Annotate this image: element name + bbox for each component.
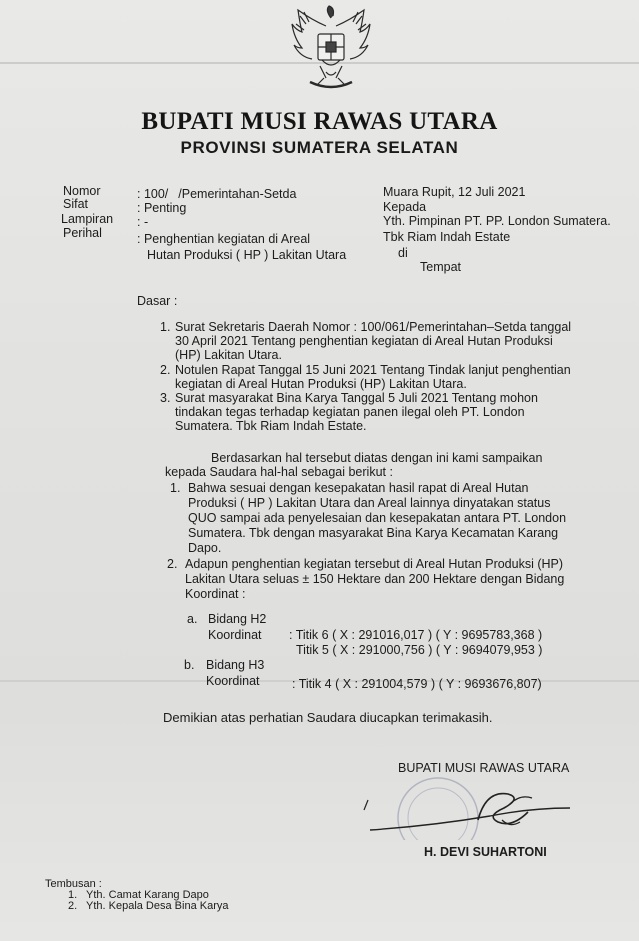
perihal-value-cont: Hutan Produksi ( HP ) Lakitan Utara	[147, 248, 347, 262]
body-point-line: Dapo.	[188, 541, 222, 555]
kepada-label: Kepada	[383, 200, 427, 214]
dasar-item-line: 30 April 2021 Tentang penghentian kegiatan di Areal Hutan Produksi	[175, 334, 553, 348]
body-point-line: Sumatera. Tbk dengan masyarakat Bina Karya Kecamatan Karang	[188, 526, 559, 540]
dasar-item-line: kegiatan di Areal Hutan Produksi (HP) Lakitan Utara.	[175, 377, 467, 391]
letter-date: Muara Rupit, 12 Juli 2021	[383, 185, 526, 199]
sifat-value: : Penting	[137, 201, 187, 215]
nomor-label: Nomor	[63, 184, 101, 198]
dasar-item-line: Sumatera. Tbk Riam Indah Estate.	[175, 419, 367, 433]
di-label: di	[398, 246, 408, 260]
dasar-heading: Dasar :	[137, 294, 178, 308]
tembusan-item-number: 1.	[68, 889, 78, 901]
tembusan-item: Yth. Camat Karang Dapo	[86, 889, 209, 901]
body-point-line: Koordinat :	[185, 587, 246, 601]
garuda-emblem-icon	[286, 4, 376, 96]
body-point-line: Lakitan Utara seluas ± 150 Hektare dan 200 Hektare dengan Bidang	[185, 572, 565, 586]
tembusan-heading: Tembusan :	[45, 878, 102, 890]
body-intro-cont: kepada Saudara hal-hal sebagai berikut :	[165, 465, 393, 479]
dasar-item-line: Surat masyarakat Bina Karya Tanggal 5 Juli 2021 Tentang mohon	[175, 391, 538, 405]
body-intro: Berdasarkan hal tersebut diatas dengan ini kami sampaikan	[211, 451, 543, 465]
body-point-number: 2.	[167, 557, 178, 571]
bidang-name: Bidang H2	[208, 612, 267, 626]
koordinat-label: Koordinat	[206, 674, 260, 688]
titik-line: Titik 5 ( X : 291000,756 ) ( Y : 9694079,953 )	[296, 643, 543, 657]
tembusan-item-number: 2.	[68, 900, 78, 912]
body-point-line: QUO sampai ada penyelesaian dan kesepakatan antara PT. London	[188, 511, 567, 525]
dasar-item-line: Surat Sekretaris Daerah Nomor : 100/061/Pemerintahan–Setda tanggal	[175, 320, 572, 334]
perihal-value: : Penghentian kegiatan di Areal	[137, 232, 311, 246]
closing-text: Demikian atas perhatian Saudara diucapkan terimakasih.	[163, 710, 493, 725]
bidang-name: Bidang H3	[206, 658, 265, 672]
body-point-line: Adapun penghentian kegiatan tersebut di Areal Hutan Produksi (HP)	[185, 557, 564, 571]
bidang-label: a.	[187, 612, 198, 626]
dasar-item-number: 1.	[160, 320, 171, 334]
titik-line: : Titik 6 ( X : 291016,017 ) ( Y : 9695783,368 )	[289, 628, 543, 642]
recipient-line-2: Tbk Riam Indah Estate	[383, 230, 511, 244]
body-point-number: 1.	[170, 481, 181, 495]
signatory-name: H. DEVI SUHARTONI	[424, 845, 547, 859]
dasar-item-line: (HP) Lakitan Utara.	[175, 348, 282, 362]
dasar-item-number: 2.	[160, 363, 171, 377]
body-point-line: Bahwa sesuai dengan kesepakatan hasil rapat di Areal Hutan	[188, 481, 529, 495]
dasar-item-line: Notulen Rapat Tanggal 15 Juni 2021 Tentang Tindak lanjut penghentian	[175, 363, 571, 377]
lampiran-value: : -	[137, 215, 149, 229]
lampiran-label: Lampiran	[61, 212, 114, 226]
perihal-label: Perihal	[63, 226, 102, 240]
tempat-label: Tempat	[420, 260, 461, 274]
sifat-label: Sifat	[63, 197, 89, 211]
dasar-item-number: 3.	[160, 391, 171, 405]
bidang-label: b.	[184, 658, 195, 672]
recipient-line-1: Yth. Pimpinan PT. PP. London Sumatera.	[383, 214, 611, 228]
koordinat-label: Koordinat	[208, 628, 262, 642]
body-point-line: Produksi ( HP ) Lakitan Utara dan Areal lainnya dinyatakan status	[188, 496, 551, 510]
titik-line: : Titik 4 ( X : 291004,579 ) ( Y : 9693676,807)	[292, 677, 542, 691]
letter-subtitle: PROVINSI SUMATERA SELATAN	[180, 138, 459, 157]
letter-title: BUPATI MUSI RAWAS UTARA	[141, 108, 498, 135]
signature-icon	[360, 780, 590, 850]
signature-office: BUPATI MUSI RAWAS UTARA	[398, 761, 570, 775]
dasar-item-line: tindakan tegas terhadap kegiatan panen ilegal oleh PT. London	[175, 405, 525, 419]
nomor-value: : 100/ /Pemerintahan-Setda	[137, 187, 297, 201]
tembusan-item: Yth. Kepala Desa Bina Karya	[86, 900, 229, 912]
